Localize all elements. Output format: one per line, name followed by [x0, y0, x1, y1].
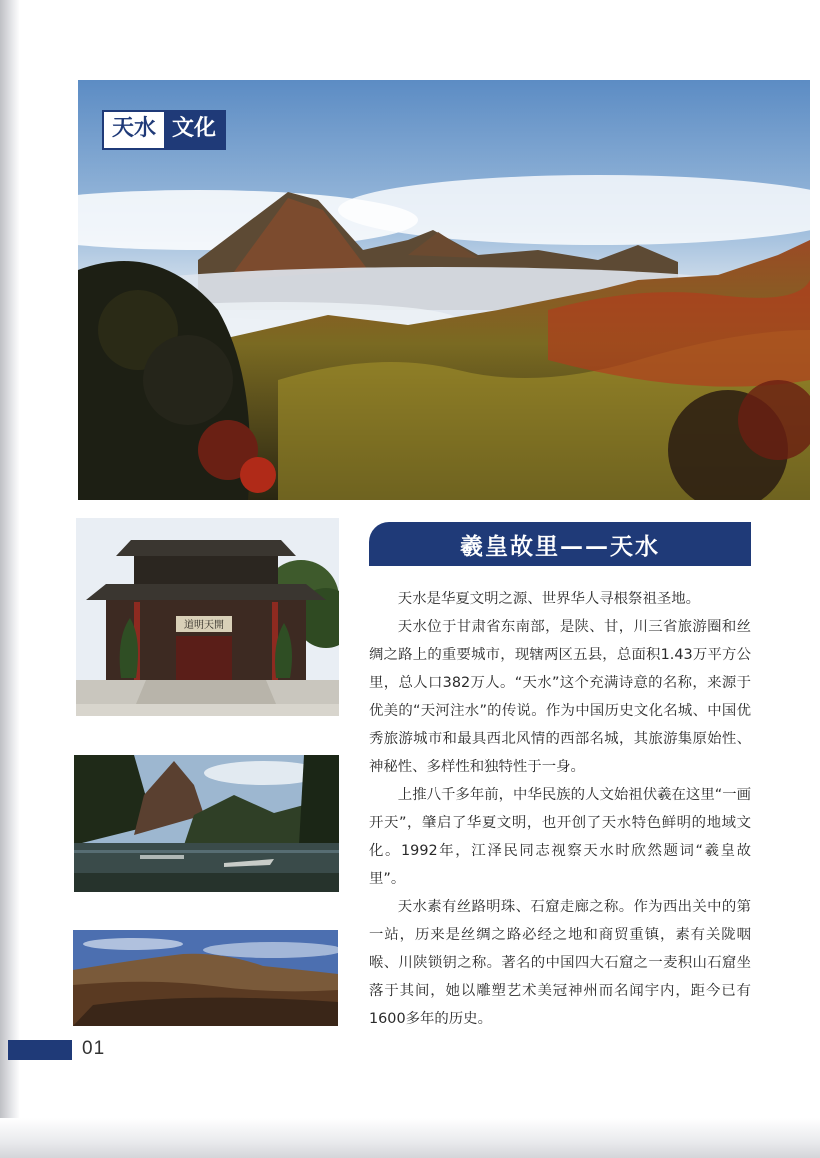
scan-edge-left: [0, 0, 20, 1158]
lake-photo: [74, 755, 339, 892]
article-paragraph-2: 天水位于甘肃省东南部，是陕、甘，川三省旅游圈和丝绸之路上的重要城市，现辖两区五县，总面积1.43万平方公里，总人口382万人。“天水”这个充满诗意的名称，来源于优美的“天河注水”的传说。作为中国历史文化名城、中国优秀旅游城市和最具西北风情的西部名城，其旅游集原始性、神秘性、多样性和独特性于一身。: [369, 619, 751, 775]
article-title: 羲皇故里——天水: [460, 532, 660, 560]
article-body: [369, 585, 751, 1033]
temple-photo: [76, 518, 339, 716]
article-paragraph-4: 天水素有丝路明珠、石窟走廊之称。作为西出关中的第一站，历来是丝绸之路必经之地和商贸重镇，素有关陇咽喉、川陕锁钥之称。著名的中国四大石窟之一麦积山石窟坐落于其间，她以雕塑艺术美冠神州而名闻宇内，距今已有1600多年的历史。: [369, 899, 751, 1027]
section-tag-part2: 文化: [164, 112, 224, 148]
hill-photo: [73, 930, 338, 1026]
temple-plaque-text: 道明天開: [184, 620, 224, 631]
article-paragraph-1: 天水是华夏文明之源、世界华人寻根祭祖圣地。: [397, 591, 701, 607]
section-tag: [102, 110, 226, 150]
footer-accent-bar: [8, 1040, 72, 1060]
page-number: 01: [82, 1038, 106, 1059]
scan-edge-bottom: [0, 1118, 820, 1158]
brochure-page: [20, 0, 802, 1118]
section-tag-part1: 天水: [104, 112, 164, 148]
article-paragraph-3: 上推八千多年前，中华民族的人文始祖伏羲在这里“一画开天”，肇启了华夏文明，也开创了天水特色鲜明的地域文化。1992年，江泽民同志视察天水时欣然题词“羲皇故里”。: [369, 787, 751, 887]
article-title-bar: [369, 522, 751, 566]
